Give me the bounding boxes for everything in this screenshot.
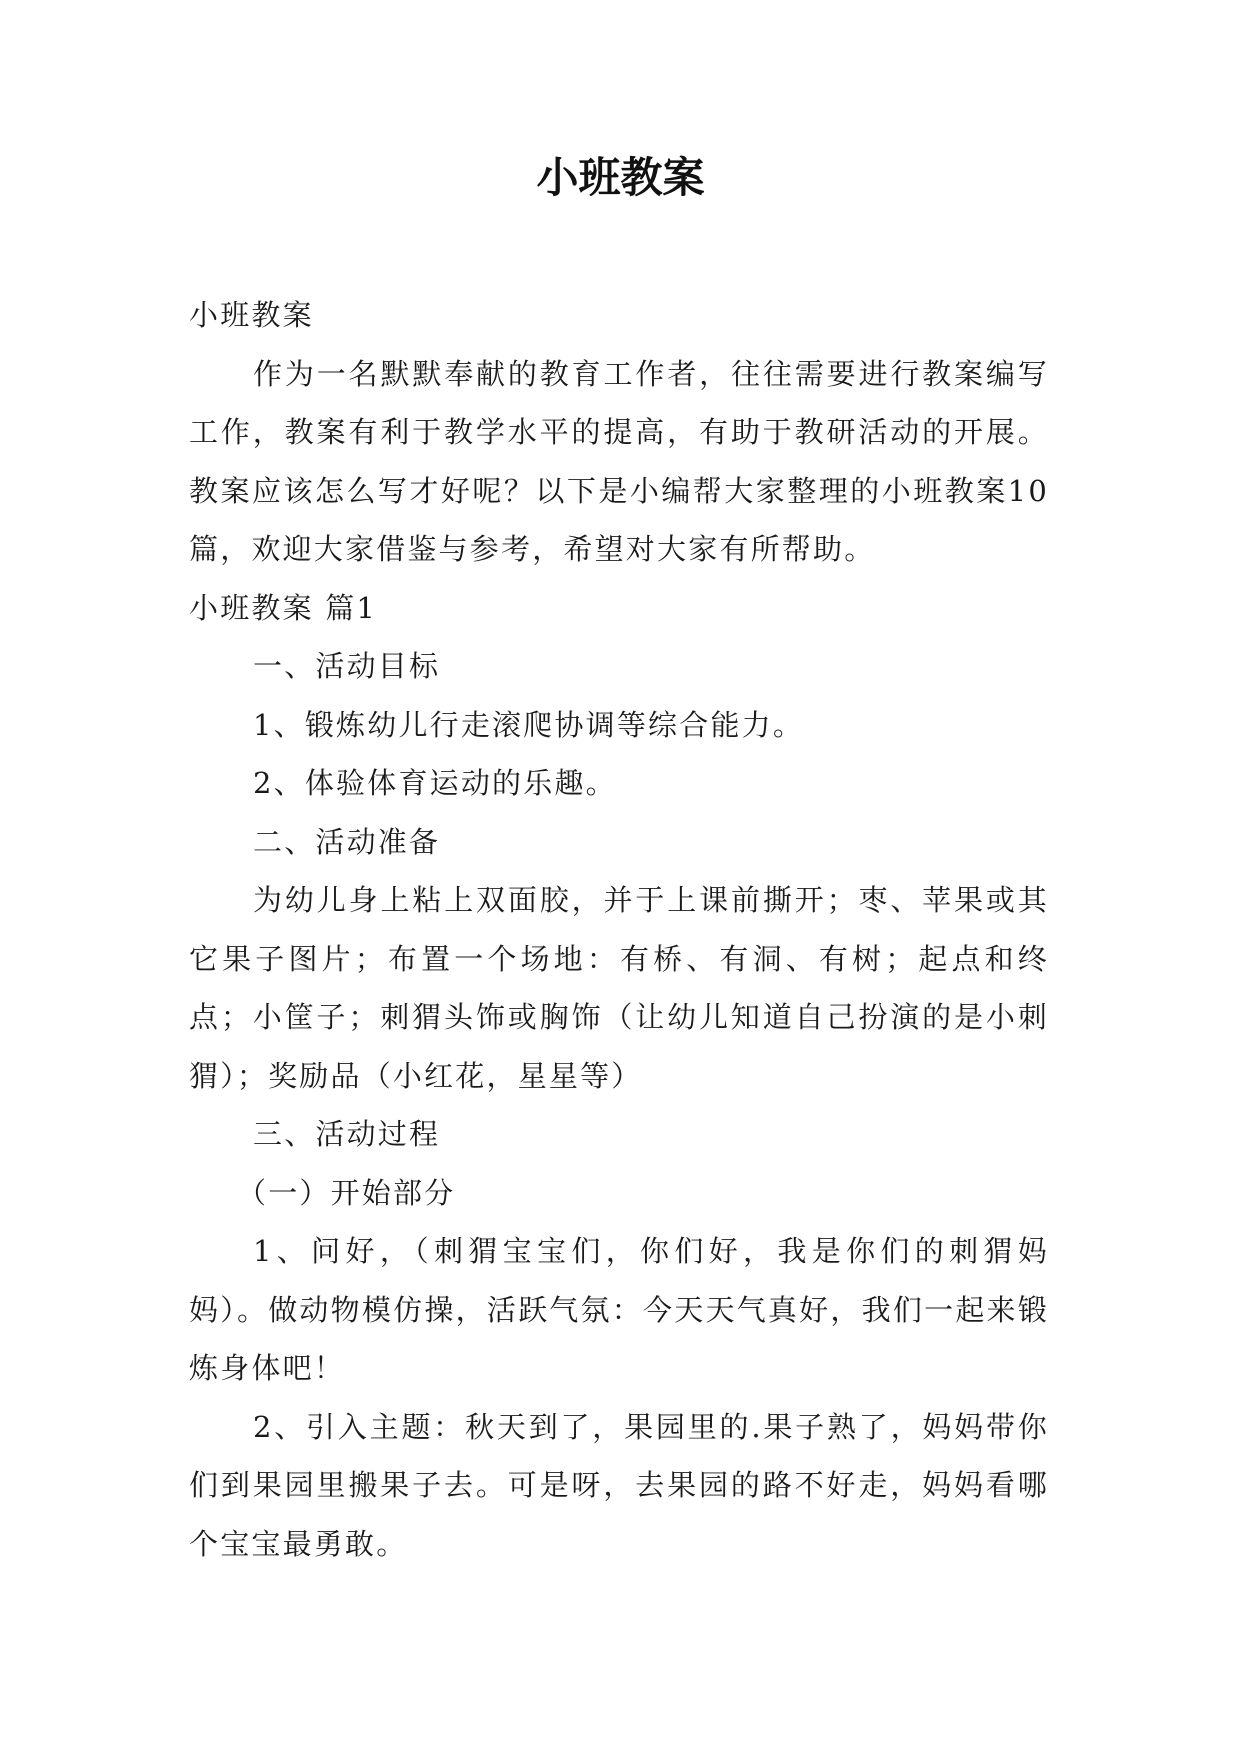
process-step-2: 2、引入主题：秋天到了，果园里的.果子熟了，妈妈带你们到果园里搬果子去。可是呀，去果园的路不好走，妈妈看哪个宝宝最勇敢。 <box>189 1409 1049 1561</box>
goal-item-1: 1、锻炼幼儿行走滚爬协调等综合能力。 <box>253 707 805 742</box>
process-step-1: 1、问好，（刺猬宝宝们，你们好，我是你们的刺猬妈妈）。做动物模仿操，活跃气氛：今天天气真好，我们一起来锻炼身体吧！ <box>189 1234 1049 1385</box>
heading-activity-process: 三、活动过程 <box>253 1117 441 1151</box>
section-heading-part1: 小班教案 篇1 <box>189 590 378 625</box>
intro-heading: 小班教案 <box>189 298 314 332</box>
intro-paragraph: 作为一名默默奉献的教育工作者，往往需要进行教案编写工作，教案有利于教学水平的提高，有助于教研活动的开展。教案应该怎么写才好呢？以下是小编帮大家整理的小班教案10篇，欢迎大家借鉴与参考，希望对大家有所帮助。 <box>189 356 1049 566</box>
subheading-start-part: （一）开始部分 <box>237 1175 456 1210</box>
heading-activity-goals: 一、活动目标 <box>253 649 441 683</box>
goal-item-2: 2、体验体育运动的乐趣。 <box>253 766 617 800</box>
heading-activity-preparation: 二、活动准备 <box>253 824 441 859</box>
document-body <box>189 286 1049 1573</box>
page-title: 小班教案 <box>536 153 705 202</box>
preparation-paragraph: 为幼儿身上粘上双面胶，并于上课前撕开；枣、苹果或其它果子图片；布置一个场地：有桥、有洞、有树；起点和终点；小筐子；刺猬头饰或胸饰（让幼儿知道自己扮演的是小刺猬）；奖励品（小红花，星星等） <box>189 883 1049 1093</box>
